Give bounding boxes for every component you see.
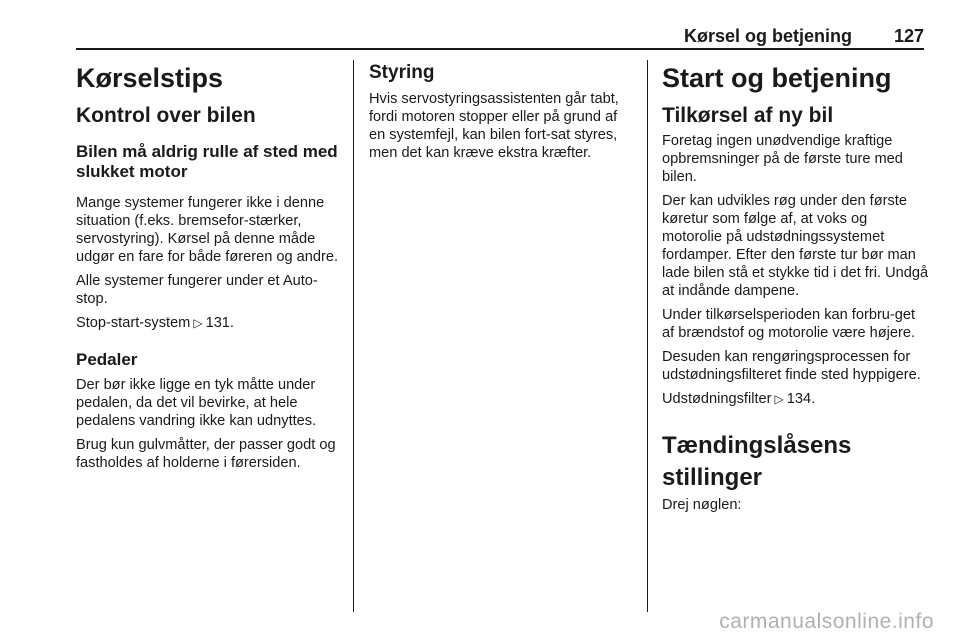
paragraph: Desuden kan rengøringsprocessen for udstødningsfilteret finde sted hyppigere. — [662, 349, 921, 383]
reference-label: Udstødningsfilter — [662, 391, 772, 407]
paragraph: Mange systemer fungerer ikke i denne situation (f.eks. bremsefor-stærker, servostyring). Kørsel på denne måde udgør en fare for både føreren og andre. — [76, 195, 339, 265]
paragraph: Foretag ingen unødvendige kraftige opbremsninger på de første ture med bilen. — [662, 133, 903, 185]
heading-styring: Styring — [369, 62, 435, 83]
heading-taendingslaasens-stillinger: Tændingslåsens stillinger — [662, 432, 852, 491]
cross-reference[interactable] — [662, 390, 930, 408]
column-2 — [369, 60, 633, 162]
watermark: carmanualsonline.info — [719, 610, 934, 633]
heading-korselstips: Kørselstips — [76, 63, 224, 93]
page-header — [0, 26, 960, 50]
paragraph: Drej nøglen: — [662, 497, 742, 513]
heading-pedaler: Pedaler — [76, 350, 138, 369]
paragraph: Der kan udvikles røg under den første køretur som følge af, at voks og motorolie på udstødningssystemet fordamper. Efter den første tur bør man lade bilen stå et stykke tid i det fri. Undgå at indånde dampene. — [662, 193, 929, 299]
column-divider-1 — [353, 60, 354, 612]
cross-reference[interactable] — [76, 314, 344, 332]
reference-page: 131. — [205, 315, 234, 331]
page-number: 127 — [893, 26, 924, 46]
paragraph: Brug kun gulvmåtter, der passer godt og fastholdes af holderne i førersiden. — [76, 437, 336, 471]
paragraph: Der bør ikke ligge en tyk måtte under pedalen, da det vil bevirke, at hele pedalens vandring ikke kan udnyttes. — [76, 377, 317, 429]
paragraph: Hvis servostyringsassistenten går tabt, fordi motoren stopper eller på grund af en systemfejl, kan bilen fort-sat styres, men det kan kræve ekstra kræfter. — [369, 91, 619, 161]
heading-bilen-maa-aldrig-rulle: Bilen må aldrig rulle af sted med slukket motor — [76, 142, 338, 181]
section-title: Kørsel og betjening — [683, 26, 852, 46]
header-divider — [76, 48, 924, 50]
column-1 — [76, 60, 344, 472]
reference-page: 134. — [786, 391, 816, 407]
triangle-right-icon: ▷ — [193, 316, 203, 330]
heading-tilkorsel-af-ny-bil: Tilkørsel af ny bil — [662, 104, 834, 127]
triangle-right-icon: ▷ — [774, 392, 784, 406]
heading-kontrol-over-bilen: Kontrol over bilen — [76, 104, 256, 127]
paragraph: Alle systemer fungerer under et Auto-stop. — [76, 273, 318, 307]
heading-start-og-betjening: Start og betjening — [662, 63, 892, 93]
paragraph: Under tilkørselsperioden kan forbru-get af brændstof og motorolie være højere. — [662, 307, 916, 341]
reference-label: Stop-start-system — [76, 315, 191, 331]
column-divider-2 — [647, 60, 648, 612]
column-3 — [662, 60, 930, 514]
